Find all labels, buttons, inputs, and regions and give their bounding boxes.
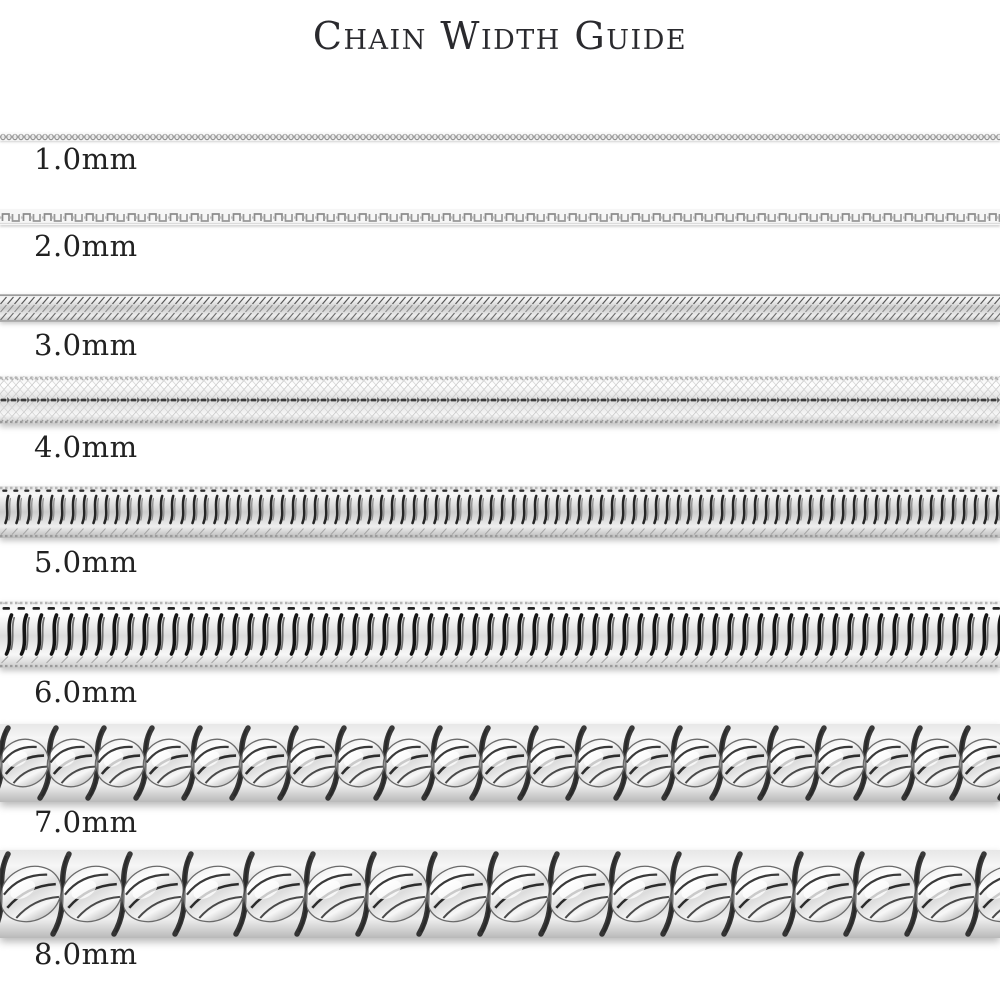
chain-width-label: 6.0mm xyxy=(34,675,138,709)
page-title: Chain Width Guide xyxy=(312,14,688,58)
chain-width-label: 8.0mm xyxy=(34,937,138,971)
chain-width-label: 5.0mm xyxy=(34,545,138,579)
chain-width-label: 4.0mm xyxy=(34,430,138,464)
rope-chain-image xyxy=(0,724,1000,802)
fine-box-chain-image xyxy=(0,133,1000,141)
chain-width-label: 2.0mm xyxy=(34,229,138,263)
rope-chain-image xyxy=(0,850,1000,938)
snake-chain-image xyxy=(0,601,1000,668)
chain-width-label: 3.0mm xyxy=(34,328,138,362)
snake-chain-image xyxy=(0,376,1000,424)
snake-chain-image xyxy=(0,294,1000,322)
snake-chain-image xyxy=(0,486,1000,538)
chain-width-label: 1.0mm xyxy=(34,142,138,176)
chain-width-label: 7.0mm xyxy=(34,805,138,839)
box-chain-image xyxy=(0,209,1000,225)
